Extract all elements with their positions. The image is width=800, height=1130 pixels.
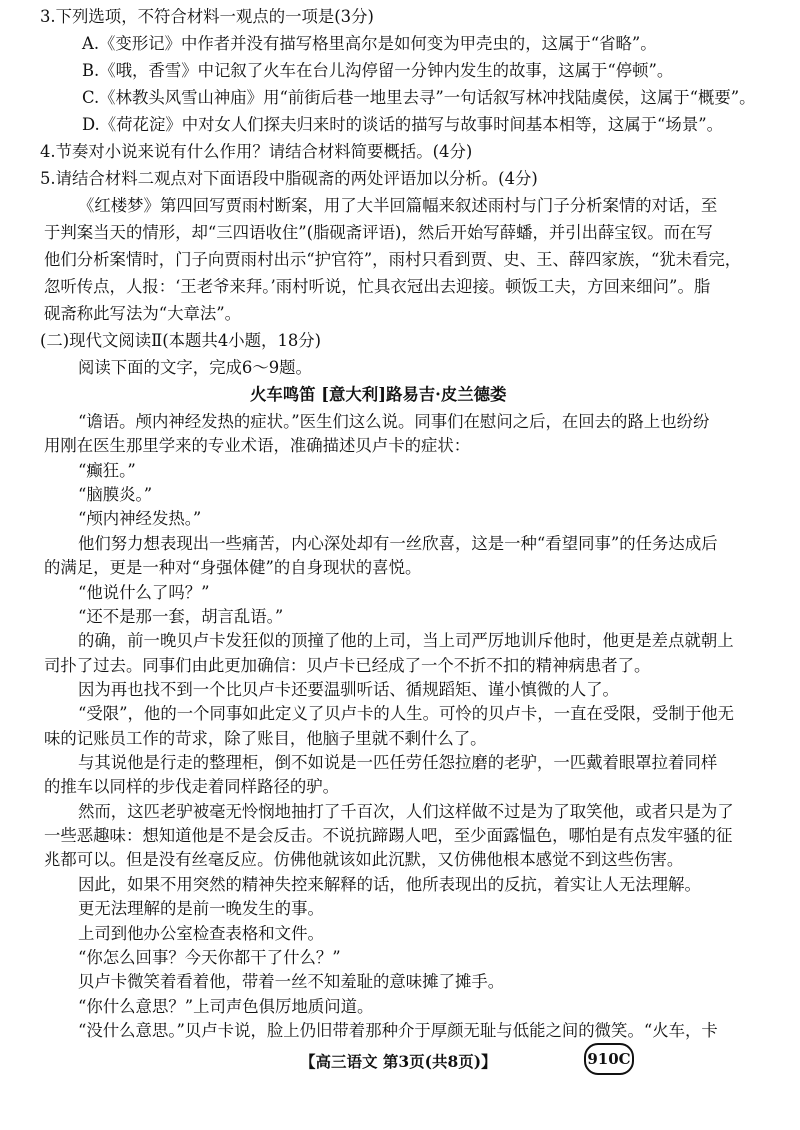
story-line: 他们努力想表现出一些痛苦，内心深处却有一丝欣喜，这是一种“看望同事”的任务达成后	[78, 534, 718, 553]
story-line: 与其说他是行走的整理柜，倒不如说是一匹任劳任怨拉磨的老驴，一匹戴着眼罩拉着同样	[78, 753, 718, 772]
q5-passage-line: 于判案当天的情形，却“三四语收住”(脂砚斋评语)，然后开始写薛蟠，并引出薛宝钗。而在写	[44, 223, 713, 242]
story-line: “你什么意思？”上司声色俱厉地质问道。	[78, 997, 374, 1016]
story-line: 贝卢卡微笑着看着他，带着一丝不知羞耻的意味摊了摊手。	[78, 972, 505, 991]
q3-option-c: C.《林教头风雪山神庙》用“前街后巷一地里去寻”一句话叙写林冲找陆虞侯，这属于“概要”。	[82, 88, 756, 107]
q5-passage-line: 他们分析案情时，门子向贾雨村出示“护官符”，雨村只看到贾、史、王、薛四家族，“犹未看完，	[44, 250, 742, 269]
q3-option-d: D.《荷花淀》中对女人们探夫归来时的谈话的描写与故事时间基本相等，这属于“场景”。	[82, 115, 723, 134]
section-heading: (二)现代文阅读Ⅱ(本题共4小题，18分)	[40, 331, 322, 350]
page-number-label: 【高三语文 第3页(共8页)】	[300, 1052, 497, 1071]
q3-option-a: A.《变形记》中作者并没有描写格里高尔是如何变为甲壳虫的，这属于“省略”。	[82, 34, 657, 53]
story-line: “癫狂。”	[78, 461, 136, 480]
story-line: 味的记账员工作的苛求，除了账目，他脑子里就不剩什么了。	[44, 729, 487, 748]
q5-stem: 5.请结合材料二观点对下面语段中脂砚斋的两处评语加以分析。(4分)	[40, 169, 538, 188]
story-title: 火车鸣笛 [意大利]路易吉·皮兰德娄	[250, 385, 507, 404]
q5-passage-line: 《红楼梦》第四回写贾雨村断案，用了大半回篇幅来叙述雨村与门子分析案情的对话，至	[78, 196, 718, 215]
q5-passage-line: 砚斋称此写法为“大章法”。	[44, 304, 242, 323]
story-line: “脑膜炎。”	[78, 485, 153, 504]
story-line: “你怎么回事？今天你都干了什么？”	[78, 948, 341, 967]
story-line: 司扑了过去。同事们由此更加确信：贝卢卡已经成了一个不折不扣的精神病患者了。	[44, 656, 651, 675]
story-line: 的确，前一晚贝卢卡发狂似的顶撞了他的上司，当上司严厉地训斥他时，他更是差点就朝上	[78, 631, 734, 650]
story-line: 的满足，更是一种对“身强体健”的自身现状的喜悦。	[44, 558, 422, 577]
story-line: 的推车以同样的步伐走着同样路径的驴。	[44, 777, 340, 796]
story-line: 上司到他办公室检查表格和文件。	[78, 924, 324, 943]
q3-stem: 3.下列选项，不符合材料一观点的一项是(3分)	[40, 7, 374, 26]
paper-code-badge: 910C	[584, 1043, 634, 1075]
story-line: “他说什么了吗？”	[78, 583, 210, 602]
story-line: 兆都可以。但是没有丝毫反应。仿佛他就该如此沉默，又仿佛他根本感觉不到这些伤害。	[44, 850, 684, 869]
story-line: “谵语。颅内神经发热的症状。”医生们这么说。同事们在慰问之后，在回去的路上也纷纷	[78, 412, 710, 431]
q5-passage-line: 忽听传点，人报：‘王老爷来拜。’雨村听说，忙具衣冠出去迎接。顿饭工夫，方回来细问”。脂	[44, 277, 711, 296]
story-line: 因此，如果不用突然的精神失控来解释的话，他所表现出的反抗，着实让人无法理解。	[78, 875, 701, 894]
story-line: “没什么意思。”贝卢卡说，脸上仍旧带着那种介于厚颜无耻与低能之间的微笑。“火车，卡	[78, 1021, 718, 1040]
story-line: 一些恶趣味：想知道他是不是会反击。不说抗蹄踢人吧，至少面露愠色，哪怕是有点发牢骚的征	[44, 826, 733, 845]
story-line: “受限”，他的一个同事如此定义了贝卢卡的人生。可怜的贝卢卡，一直在受限，受制于他无	[78, 704, 734, 723]
story-line: “颅内神经发热。”	[78, 509, 202, 528]
story-line: 更无法理解的是前一晚发生的事。	[78, 899, 324, 918]
q4-stem: 4.节奏对小说来说有什么作用？请结合材料简要概括。(4分)	[40, 142, 473, 161]
q3-option-b: B.《哦，香雪》中记叙了火车在台儿沟停留一分钟内发生的故事，这属于“停顿”。	[82, 61, 674, 80]
story-line: “还不是那一套，胡言乱语。”	[78, 607, 284, 626]
section-instruction: 阅读下面的文字，完成6～9题。	[78, 358, 312, 377]
story-line: 然而，这匹老驴被毫无怜悯地抽打了千百次，人们这样做不过是为了取笑他，或者只是为了	[78, 802, 734, 821]
story-line: 用刚在医生那里学来的专业术语，准确描述贝卢卡的症状：	[44, 436, 471, 455]
story-line: 因为再也找不到一个比贝卢卡还要温驯听话、循规蹈矩、谨小慎微的人了。	[78, 680, 619, 699]
